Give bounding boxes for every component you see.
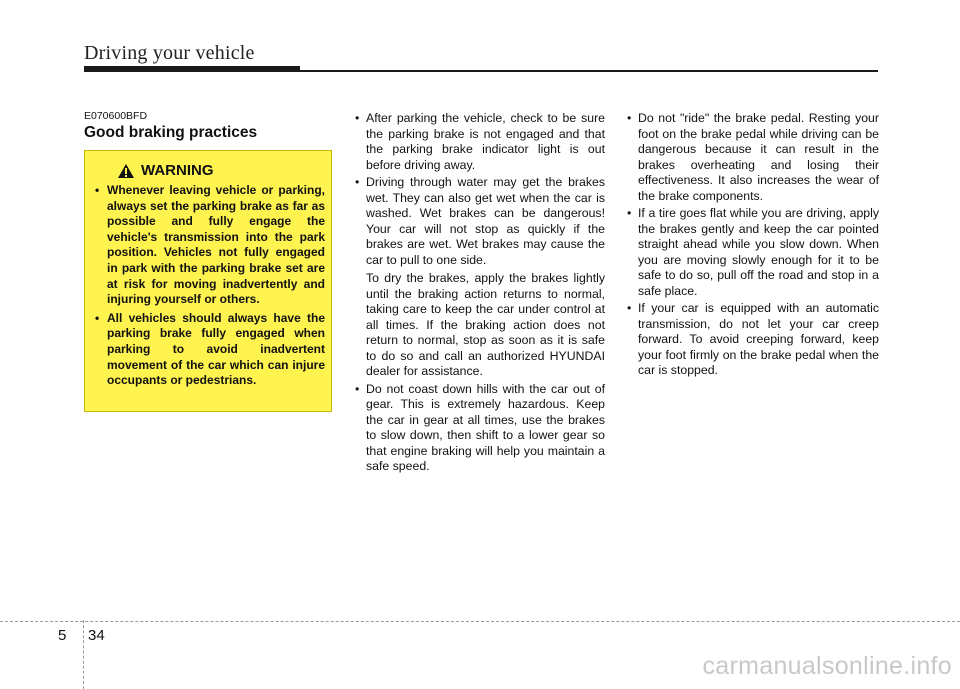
warning-box [84,150,332,412]
warning-title: WARNING [141,162,214,179]
bullet-item: • Do not coast down hills with the car out of gear. This is extremely hazardous. Keep the car in gear at all times, use the brakes to slow down, then shift to a lower gear so that engine braking will help you maintain a safe speed. [353,382,605,475]
warning-item: • All vehicles should always have the parking brake fully engaged when parking to avoid inadvertent movement of the car which can injure occupants or pedestrians. [93,311,325,389]
section-heading: Good braking practices [84,124,258,141]
header-rule-thin [84,70,878,72]
warning-list [93,183,325,392]
section-code: E070600BFD [84,110,148,122]
warning-header [117,162,214,179]
right-column [625,111,879,379]
page-number: 34 [88,627,105,644]
middle-column [353,111,605,475]
chapter-number: 5 [58,627,67,644]
paragraph-item: To dry the brakes, apply the brakes lightly until the braking action returns to normal, taking care to keep the car under control at all times. If the braking action does not return to normal, stop as soon as it is safe to do so and call an authorized HYUNDAI dealer for assistance. [366,271,605,378]
bullet-item: • Do not "ride" the brake pedal. Resting your foot on the brake pedal while driving can be dangerous because it can result in the brakes overheating and losing their effectiveness. It also increases the wear of the brake components. [625,111,879,204]
bullet-item: • Driving through water may get the brakes wet. They can also get wet when the car is washed. Wet brakes can be dangerous! Your car will not stop as quickly if the brakes are wet. Wet brakes may cause the car to pull to one side. [353,175,605,268]
footer-divider-vertical [83,620,84,689]
warning-triangle-icon [117,163,135,179]
watermark: carmanualsonline.info [702,652,952,680]
bullet-item: • If your car is equipped with an automatic transmission, do not let your car creep forward. To avoid creeping forward, keep your foot firmly on the brake pedal when the car is stopped. [625,301,879,379]
footer-divider-horizontal [0,621,960,622]
bullet-item: • If a tire goes flat while you are driving, apply the brakes gently and keep the car pointed straight ahead while you slow down. When you are moving slowly enough for it to be safe to do so, pull off the road and stop in a safe place. [625,206,879,299]
bullet-item: • After parking the vehicle, check to be sure the parking brake is not engaged and that the parking brake indicator light is out before driving away. [353,111,605,173]
page-header-title: Driving your vehicle [84,42,255,64]
warning-item: • Whenever leaving vehicle or parking, always set the parking brake as far as possible and fully engage the vehicle's transmission into the park position. Vehicles not fully engaged in park with the parking brake set are at risk for moving inadvertently and injuring yourself or others. [93,183,325,308]
